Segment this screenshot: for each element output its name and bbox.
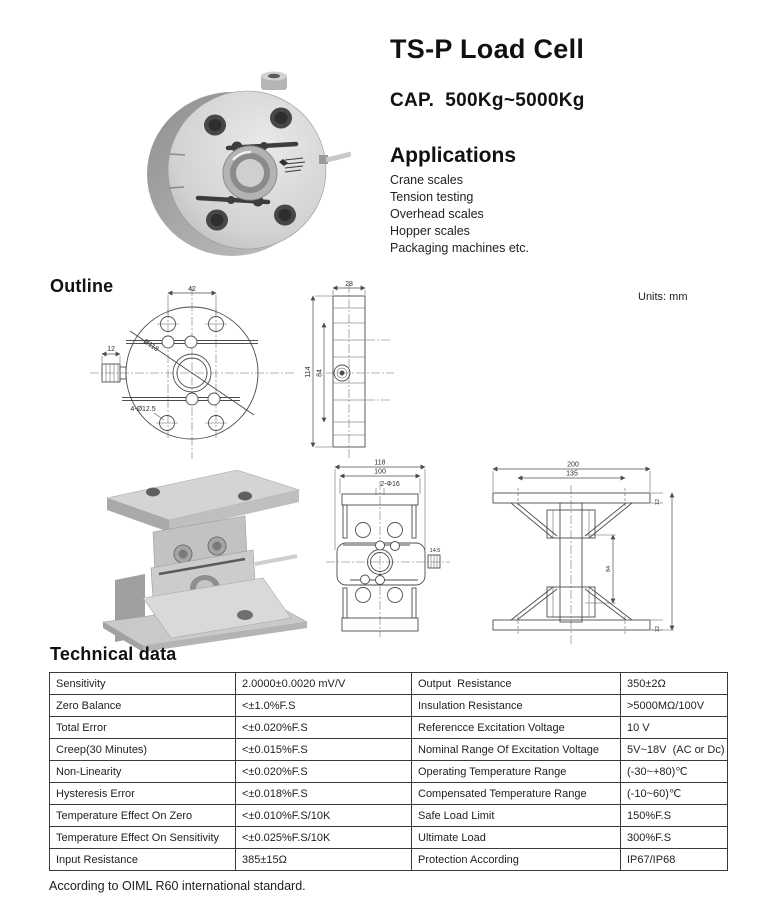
value-cell: <±0.015%F.S [236, 739, 412, 761]
mounting-assembly-photo [95, 460, 310, 652]
param-cell: Sensitivity [50, 673, 236, 695]
applications-list [390, 172, 529, 257]
application-item: Packaging machines etc. [390, 241, 529, 255]
table-row [50, 739, 728, 761]
value-cell: <±0.020%F.S [236, 761, 412, 783]
technical-heading: Technical data [50, 644, 177, 664]
units-label: Units: mm [638, 291, 688, 303]
param-cell: Total Error [50, 717, 236, 739]
param-cell: Referencce Excitation Voltage [412, 717, 621, 739]
application-item: Crane scales [390, 173, 463, 187]
table-row [50, 827, 728, 849]
value-cell: IP67/IP68 [621, 849, 728, 871]
param-cell: Hysteresis Error [50, 783, 236, 805]
dim-side-height: 114 [305, 366, 312, 378]
table-row [50, 717, 728, 739]
dim-cell-width: 118 [374, 459, 386, 467]
param-cell: Zero Balance [50, 695, 236, 717]
value-cell: (-10~60)℃ [621, 783, 728, 805]
value-cell: 350±2Ω [621, 673, 728, 695]
value-cell: 10 V [621, 717, 728, 739]
value-cell: <±0.025%F.S/10K [236, 827, 412, 849]
table-row [50, 849, 728, 871]
page-title: TS-P Load Cell [390, 34, 585, 64]
value-cell: 5V~18V (AC or Dc) [621, 739, 728, 761]
param-cell: Input Resistance [50, 849, 236, 871]
param-cell: Output Resistance [412, 673, 621, 695]
dim-holes: 4-Ø12.5 [130, 406, 156, 413]
dim-side-width: 28 [345, 281, 353, 288]
outline-cell-front-drawing [310, 455, 490, 640]
param-cell: Compensated Temperature Range [412, 783, 621, 805]
param-cell: Safe Load Limit [412, 805, 621, 827]
value-cell: 150%F.S [621, 805, 728, 827]
outline-heading: Outline [50, 276, 114, 296]
application-item: Tension testing [390, 190, 474, 204]
dim-cell-inner-width: 100 [374, 468, 386, 476]
outline-side-view-drawing [290, 280, 400, 462]
dim-mount-inner-width: 135 [566, 470, 578, 478]
application-item: Hopper scales [390, 224, 470, 238]
dim-mount-width: 200 [567, 461, 579, 469]
param-cell: Protection According [412, 849, 621, 871]
param-cell: Nominal Range Of Excitation Voltage [412, 739, 621, 761]
param-cell: Temperature Effect On Zero [50, 805, 236, 827]
dim-cell-gland: 14.5 [429, 548, 441, 554]
technical-data-table [49, 672, 728, 871]
table-row [50, 695, 728, 717]
outline-front-view-drawing [80, 283, 305, 463]
value-cell: >5000MΩ/100V [621, 695, 728, 717]
value-cell: <±0.020%F.S [236, 717, 412, 739]
param-cell: Non-Linearity [50, 761, 236, 783]
value-cell: <±0.018%F.S [236, 783, 412, 805]
dim-mount-bottom-plate: 12 [655, 625, 661, 633]
value-cell: 385±15Ω [236, 849, 412, 871]
table-row [50, 783, 728, 805]
outline-mount-front-drawing [475, 455, 705, 650]
param-cell: Operating Temperature Range [412, 761, 621, 783]
param-cell: Ultimate Load [412, 827, 621, 849]
param-cell: Insulation Resistance [412, 695, 621, 717]
value-cell: <±0.010%F.S/10K [236, 805, 412, 827]
capacity-line: CAP. 500Kg~5000Kg [390, 90, 585, 111]
param-cell: Temperature Effect On Sensitivity [50, 827, 236, 849]
dim-cell-holes: 2-Φ16 [380, 481, 400, 488]
dim-mount-inner-height: 84 [606, 565, 612, 573]
value-cell: (-30~+80)℃ [621, 761, 728, 783]
value-cell: <±1.0%F.S [236, 695, 412, 717]
dim-hole-spacing: 42 [188, 286, 196, 293]
dim-mount-top-plate: 12 [655, 498, 661, 506]
applications-heading: Applications [390, 144, 517, 167]
dim-diameter: Ø118 [141, 338, 160, 354]
dim-gland-width: 12 [107, 346, 115, 353]
application-item: Overhead scales [390, 207, 484, 221]
param-cell: Creep(30 Minutes) [50, 739, 236, 761]
table-row [50, 805, 728, 827]
standard-footnote: According to OIML R60 international standard. [49, 879, 306, 893]
load-cell-photo [133, 70, 351, 260]
table-row [50, 673, 728, 695]
value-cell: 2.0000±0.0020 mV/V [236, 673, 412, 695]
value-cell: 300%F.S [621, 827, 728, 849]
table-row [50, 761, 728, 783]
dim-side-inner: 84 [316, 369, 324, 377]
